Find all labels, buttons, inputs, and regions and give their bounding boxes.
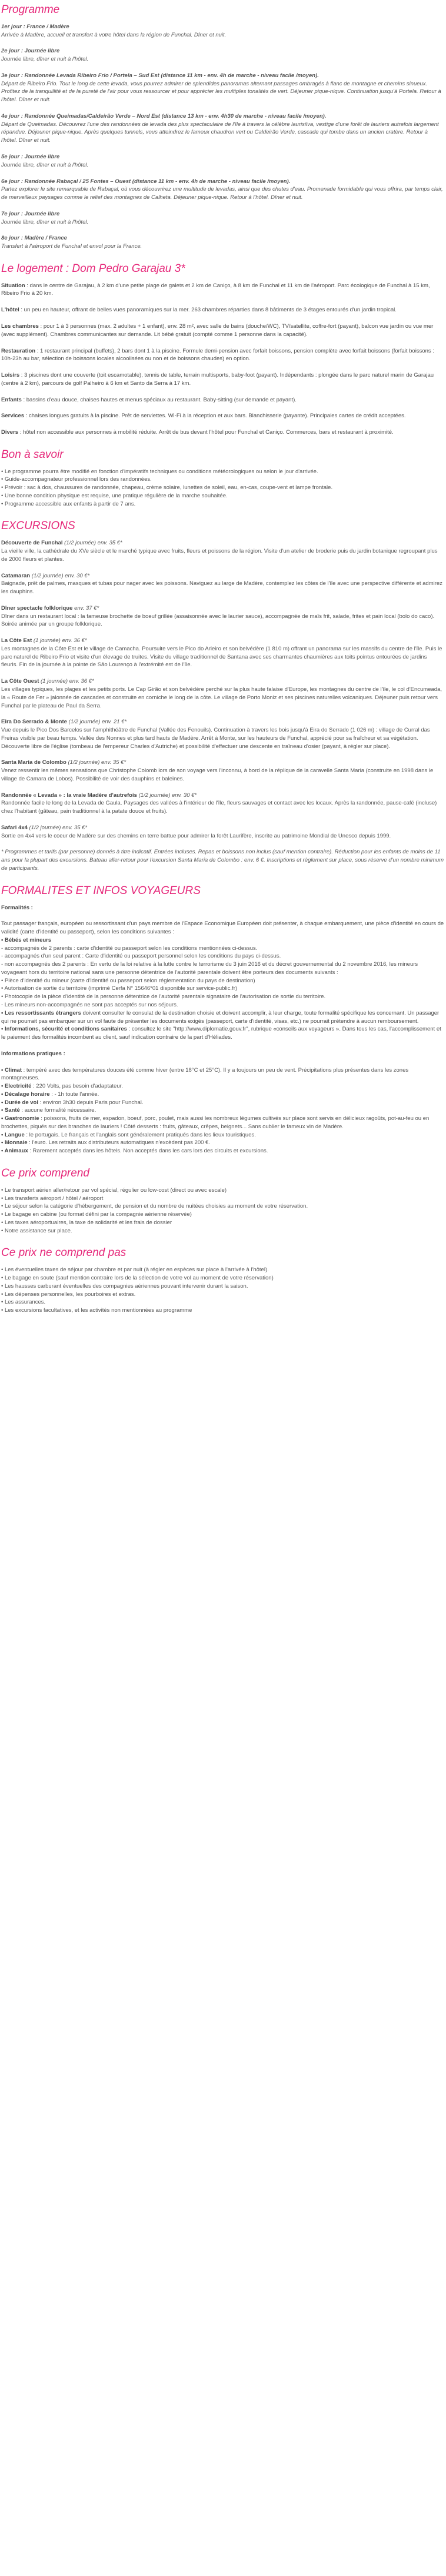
bebes-item: • Pièce d'identité du mineur (carte d'identité ou passeport selon réglementation du pays de destination) — [1, 977, 255, 984]
excursion-name: La Côte Est — [1, 637, 32, 644]
bon-savoir-item: • Prévoir : sac à dos, chaussures de randonnée, chapeau, crème solaire, lunettes de soleil, eau, en-cas, coupe-vent et lampe frontale. — [1, 484, 333, 491]
pratique-text: : l'euro. Les retraits aux distributeurs automatiques n'excèdent pas 200 €. — [27, 1139, 210, 1146]
excursion-text: Les montagnes de la Côte Est et le village de Camacha. Poursuite vers le Pico do Arieiro et son belvédère (1 810 m) offrant un panorama sur les massifs du centre de l'île. Puis le parc naturel de Ribeiro Frio et visite d'un élevage de truites. Visite du village traditionnel de Santana avec ses charmantes chaumières aux toits pointus entourées de jardins fleuris. Fin de la journée à la pointe de São Lourenço à l'extrémité est de l'île. — [1, 645, 442, 669]
excursion-meta: (1/2 journée) env. 35 €* — [66, 759, 127, 766]
day-text: Journée libre, dîner et nuit à l'hôtel. — [1, 218, 89, 225]
logement-text: : 3 piscines dont une couverte (toit escamotable), tennis de table, terrain multisports, baby-foot (payant). Indépendants : plongée dans le parc naturel marin de Garajau (centre à 2 km), parcours de golf Palheiro à 6 km et Santo da Serra à 17 km. — [1, 372, 434, 387]
excursion-head — [1, 637, 445, 645]
logement-paragraph — [1, 347, 445, 364]
bebes-label: • Bébés et mineurs — [1, 936, 52, 943]
logement-label: L'hôtel — [1, 307, 19, 314]
day-title: 1er jour : France / Madère — [1, 23, 69, 30]
excursion-meta: (1/2 journée) env. 30 €* — [30, 572, 90, 579]
sanitaires-block — [1, 1025, 445, 1042]
pratique-item — [1, 1099, 445, 1107]
logement-label: Loisirs — [1, 372, 20, 379]
prix-ne-comprend-item: • Les assurances. — [1, 1299, 46, 1306]
excursion-text: Dîner dans un restaurant local : la fameuse brochette de boeuf grillée (assaisonnée avec le laurier sauce), accompagnée de maïs frit, salade, frites et pain local (bolo do caco). Soirée animée par un groupe folklorique. — [1, 613, 435, 628]
sanitaires-label: • Informations, sécurité et conditions sanitaires — [1, 1026, 127, 1033]
page — [1, 4, 445, 1315]
bebes-item: - Les mineurs non-accompagnés ne sont pas acceptés sur nos séjours. — [1, 1002, 178, 1008]
bon-savoir-section — [1, 448, 445, 508]
excursion-head — [1, 759, 445, 767]
excursion-text: Sortie en 4x4 vers le coeur de Madère sur des chemins en terre battue pour admirer la forêt Laurifère, inscrite au patrimoine Mondial de Unesco depuis 1999. — [1, 832, 391, 839]
prix-comprend-item: • Notre assistance sur place. — [1, 1227, 72, 1234]
logement-title: Le logement : Dom Pedro Garajau 3* — [1, 262, 185, 275]
day-text: Transfert à l'aéroport de Funchal et envol pour la France. — [1, 243, 142, 250]
pratique-label: • Durée de vol — [1, 1099, 38, 1106]
bebes-item: - accompagnés de 2 parents : carte d'identité ou passeport selon les conditions mentionnées ci-dessus. — [1, 945, 258, 952]
excursion — [1, 637, 445, 669]
etrangers-label: • Les ressortissants étrangers — [1, 1009, 81, 1016]
day-title: 8e jour : Madère / France — [1, 235, 67, 242]
pratique-item — [1, 1131, 445, 1139]
excursion-meta: (1 journée) env. 36 €* — [39, 678, 94, 685]
logement-text: : dans le centre de Garajau, à 2 km d'une petite plage de galets et 2 km de Caniço, à 8 km de Funchal et 11 km de l'aéroport. Parc écologique de Funchal à 15 km, Ribeiro Frio à 20 km. — [1, 282, 430, 297]
bon-savoir-item: • Le programme pourra être modifié en fonction d'impératifs techniques ou conditions météorologiques ou selon le jour d'arrivée. — [1, 468, 318, 475]
day-text: Partez explorer le site remarquable de Rabaçal, où vous découvrirez une multitude de levadas, ainsi que des chutes d'eau. Promenade formidable qui vous offrira, par temps clair, de merveilleux paysages comme le relief des montagnes de Calheta. Déjeuner pique-nique. Retour à l'hôtel. Dîner et nuit. — [1, 186, 443, 201]
prix-ne-comprend-item: • Les dépenses personnelles, les pourboires et extras. — [1, 1291, 136, 1298]
pratique-label: • Décalage horaire — [1, 1091, 50, 1098]
logement-text: : hôtel non accessible aux personnes à mobilité réduite. Arrêt de bus devant l'hôtel pour Funchal et Caniço. Commerces, bars et restaurant à proximité. — [18, 429, 394, 436]
excursions-list — [1, 539, 445, 840]
pratique-text: : environ 3h30 depuis Paris pour Funchal. — [38, 1099, 144, 1106]
excursion-name: Découverte de Funchal — [1, 540, 63, 547]
day-title: 6e jour : Randonnée Rabaçal / 25 Fontes – Ouest (distance 11 km - env. 4h de marche - niveau facile /moyen). — [1, 178, 291, 185]
excursion — [1, 824, 445, 840]
prix-ne-comprend-item: • Le bagage en soute (sauf mention contraire lors de la sélection de votre vol au moment de votre réservation) — [1, 1274, 274, 1281]
etrangers-block — [1, 1009, 445, 1026]
pratique-label: • Monnaie — [1, 1139, 28, 1146]
excursion — [1, 604, 445, 629]
prix-ne-comprend-section — [1, 1247, 445, 1314]
excursion-meta: env. 37 €* — [72, 604, 99, 611]
excursions-title: EXCURSIONS — [1, 520, 75, 533]
day-text: Départ de Ribeiro Frio. Tout le long de cette levada, vous pourrez admirer de splendides panoramas alternant passages ombragés à flanc de montagne et chemins sinueux. Profitez de la tranquillité et de la pureté de l'air pour vous ressourcer et pour apprécier les multiples tonalités de vert. Déjeuner pique-nique. Continuation jusqu'à Portela. Retour à l'hôtel. Dîner et nuit. — [1, 80, 441, 104]
day-title: 3e jour : Randonnée Levada Ribeiro Frio / Portela – Sud Est (distance 11 km - env. 4h de marche - niveau facile /moyen). — [1, 72, 319, 79]
formalites-section — [1, 885, 445, 1155]
programme-day — [1, 72, 445, 104]
excursion-head — [1, 824, 445, 832]
programme-title: Programme — [1, 4, 60, 16]
excursion-name: Dîner spectacle folklorique — [1, 604, 73, 611]
pratique-label: • Santé — [1, 1107, 20, 1114]
logement-text: : pour 1 à 3 personnes (max. 2 adultes + 1 enfant), env. 28 m², avec salle de bains (douche/WC), TV/satellite, coffre-fort (payant), balcon vue jardin ou vue mer (avec supplément). Chambres communicantes sur demande. Lit bébé gratuit (compté comme 1 personne dans la capacité). — [1, 323, 434, 338]
pratique-text: : tempéré avec des températures douces été comme hiver (entre 18°C et 25°C). Il y a toujours un peu de vent. Précipitations plus présentes dans les zones montagneuses. — [1, 1066, 409, 1082]
excursion-name: La Côte Ouest — [1, 678, 39, 685]
prix-ne-comprend-title: Ce prix ne comprend pas — [1, 1247, 127, 1259]
logement-label: Divers — [1, 429, 19, 436]
excursion — [1, 718, 445, 750]
excursion-meta: (1/2 journée) env. 35 €* — [62, 540, 122, 547]
pratique-item — [1, 1106, 445, 1115]
logement-paragraph — [1, 396, 445, 404]
excursion-head — [1, 604, 445, 613]
excursion-text: Les villages typiques, les plages et les petits ports. Le Cap Girão et son belvédère perché sur la plus haute falaise d'Europe, les montagnes du centre de l'île, le col d'Encumeada, la « Route de Fer » jalonnée de cascades et construite en corniche le long de la côte. Le village de Porto Moniz et ses piscines naturelles volcaniques. Déjeuner puis retour vers Funchal par le plateau de Paul da Serra. — [1, 686, 442, 709]
prix-comprend-item: • Le séjour selon la catégorie d'hébergement, de pension et du nombre de nuitées choisies au moment de votre réservation. — [1, 1203, 308, 1210]
excursion-text: Baignade, prêt de palmes, masques et tubas pour nager avec les poissons. Naviguez au large de Madère, contemplez les côtes de l'île avec une perspective différente et admirez les dauphins. — [1, 580, 442, 596]
bon-savoir-item: • Guide-accompagnateur professionnel lors des randonnées. — [1, 476, 152, 483]
bon-savoir-list — [1, 468, 445, 508]
pratique-text: : poissons, fruits de mer, espadon, boeuf, porc, poulet, mais aussi les nombreux légumes cultivés sur place sont servis en délicieux ragoûts, pot-au-feu ou en brochettes, piqués sur des branches de lauriers ! Côté desserts : fruits, gâteaux, crêpes, beignets... Sans oublier le fameux vin de Madère. — [1, 1115, 430, 1130]
bon-savoir-item: • Une bonne condition physique est requise, une pratique régulière de la marche souhaitée. — [1, 492, 228, 499]
programme-day — [1, 178, 445, 202]
day-title: 2e jour : Journée libre — [1, 48, 60, 55]
sanitaires-text: : consultez le site "http://www.diplomatie.gouv.fr", rubrique «conseils aux voyageurs ». Dans tous les cas, l'accomplissement et le paiement des formalités incombent au client, sauf indication contraire de la part d'Héliades. — [1, 1026, 441, 1041]
excursion-head — [1, 539, 445, 547]
logement-label: Enfants — [1, 396, 22, 403]
logement-paragraph — [1, 323, 445, 339]
pratique-item — [1, 1147, 445, 1155]
excursion-meta: (1/2 journée) env. 21 €* — [66, 719, 127, 726]
logement-section — [1, 262, 445, 437]
prix-comprend-item: • Le bagage en cabine (ou format défini par la compagnie aérienne réservée) — [1, 1211, 192, 1218]
pratique-item — [1, 1091, 445, 1099]
programme-day — [1, 210, 445, 227]
prix-comprend-list — [1, 1186, 445, 1235]
bebes-item: • Photocopie de la pièce d'identité de la personne détentrice de l'autorité parentale signataire de l'autorisation de sortie du territoire. — [1, 993, 326, 1001]
pratique-item — [1, 1139, 445, 1147]
logement-label: Les chambres — [1, 323, 39, 330]
excursion-name: Randonnée « Levada » : la vraie Madère d'autrefois — [1, 792, 137, 799]
pratiques-list — [1, 1066, 445, 1155]
excursion-name: Catamaran — [1, 572, 31, 579]
logement-paragraph — [1, 282, 445, 298]
prix-ne-comprend-item: • Les éventuelles taxes de séjour par chambre et par nuit (à régler en espèces sur place à l'arrivée à l'hôtel). — [1, 1267, 269, 1274]
excursion — [1, 759, 445, 783]
logement-label: Services — [1, 413, 25, 420]
pratique-text: : Rarement acceptés dans les hôtels. Non acceptés dans les cars lors des circuits et excursions. — [28, 1148, 268, 1155]
bebes-item: - non accompagnés des 2 parents : En vertu de la loi relative à la lutte contre le terrorisme du 3 juin 2016 et du décret gouvernemental du 2 novembre 2016, les mineurs voyageant hors du territoire national sans une personne détentrice de l'autorité parentale doivent être porteurs des documents suivants : — [1, 961, 418, 976]
pratique-label: • Gastronomie — [1, 1115, 39, 1122]
excursion — [1, 792, 445, 816]
pratique-label: • Electricité — [1, 1083, 32, 1090]
logement-label: Situation — [1, 282, 25, 289]
day-text: Départ de Queimadas. Découvrez l'une des randonnées de levada des plus spectaculaire de l'île à travers la célèbre laurisilva, vestige d'une forêt de lauriers autrefois largement répandue. Déjeuner pique-nique. Après quelques tunnels, vous atteindrez le fameux chaudron vert ou Caldeirão Verde, cascade qui tombe dans un ancien cratère. Retour à l'hôtel. Dîner et nuit. — [1, 121, 439, 144]
day-title: 5e jour : Journée libre — [1, 153, 60, 160]
programme-day — [1, 234, 445, 251]
pratique-text: : aucune formalité nécessaire. — [19, 1107, 96, 1114]
day-text: Journée libre, dîner et nuit à l'hôtel. — [1, 161, 89, 168]
bebes-list — [1, 945, 445, 1009]
pratique-item — [1, 1082, 445, 1091]
pratique-item — [1, 1115, 445, 1131]
excursion-meta: (1/2 journée) env. 30 €* — [137, 792, 197, 799]
pratiques-label: Informations pratiques : — [1, 1050, 65, 1057]
excursion-head — [1, 572, 445, 580]
logement-text: : bassins d'eau douce, chaises hautes et menus spéciaux au restaurant. Baby-sitting (sur demande et payant). — [21, 396, 297, 403]
excursion — [1, 539, 445, 563]
bebes-item: • Autorisation de sortie du territoire (imprimé Cerfa N° 15646*01 disponible sur service-public.fr) — [1, 985, 238, 992]
logement-label: Restauration — [1, 347, 36, 354]
prix-ne-comprend-item: • Les excursions facultatives, et les activités non mentionnées au programme — [1, 1307, 192, 1314]
etrangers-text: doivent consulter le consulat de la destination choisie et doivent accomplir, à leur charge, toute formalité spécifique les concernant. Un passager qui ne pourrait pas embarquer sur un vol faute de présenter les documents exigés (passeport, carte d'identité, visas, etc.) ne pourrait prétendre à aucun remboursement. — [1, 1009, 440, 1025]
excursion-text: La vieille ville, la cathédrale du XVe siècle et le marché typique avec fruits, fleurs et poissons de la région. Visite d'un atelier de broderie puis du jardin botanique regroupant plus de 2000 fleurs et plantes. — [1, 548, 438, 563]
prix-comprend-item: • Le transport aérien aller/retour par vol spécial, régulier ou low-cost (direct ou avec escale) — [1, 1186, 227, 1194]
excursion-head — [1, 677, 445, 686]
prix-ne-comprend-list — [1, 1266, 445, 1315]
prix-ne-comprend-item: • Les hausses carburant éventuelles des compagnies aériennes pouvant intervenir durant la saison. — [1, 1282, 248, 1289]
programme-days — [1, 23, 445, 251]
pratique-item — [1, 1066, 445, 1083]
logement-paragraph — [1, 306, 445, 314]
excursion — [1, 572, 445, 596]
logement-paragraph — [1, 428, 445, 437]
day-title: 7e jour : Journée libre — [1, 210, 60, 217]
day-text: Arrivée à Madère, accueil et transfert à votre hôtel dans la région de Funchal. Dîner et nuit. — [1, 31, 227, 38]
bebes-item: - accompagnés d'un seul parent : Carte d'identité ou passeport personnel selon les conditions du pays ci-dessus. — [1, 953, 281, 960]
pratique-text: : 220 Volts, pas besoin d'adaptateur. — [31, 1083, 123, 1090]
bon-savoir-item: • Programme accessible aux enfants à partir de 7 ans. — [1, 500, 136, 507]
programme-day — [1, 23, 445, 39]
excursion-head — [1, 792, 445, 800]
logement-text: : un peu en hauteur, offrant de belles vues panoramiques sur la mer. 263 chambres réparties dans 8 bâtiments de 3 étages entourés d'un jardin tropical. — [19, 307, 397, 314]
day-text: Journée libre, dîner et nuit à l'hôtel. — [1, 56, 89, 63]
bon-savoir-title: Bon à savoir — [1, 448, 64, 461]
pratique-text: : le portugais. Le français et l'anglais sont généralement pratiqués dans les lieux touristiques. — [24, 1131, 256, 1138]
excursion-name: Safari 4x4 — [1, 824, 28, 831]
excursion-head — [1, 718, 445, 726]
programme-day — [1, 153, 445, 169]
excursion-text: Venez ressentir les mêmes sensations que Christophe Colomb lors de son voyage vers l'inconnu, à bord de la réplique de la caravelle Santa Maria (construite en 1998 dans le village de Camara de Lobos). Possibilité de voir des dauphins et baleines. — [1, 767, 434, 782]
prix-comprend-title: Ce prix comprend — [1, 1167, 89, 1180]
logement-text: : 1 restaurant principal (buffets), 2 bars dont 1 à la piscine. Formule demi-pension avec forfait boissons, pension complète avec forfait boissons (forfait boissons : 10h-23h au bar, sélection de boissons locales alcoolisées ou non et de boissons chaudes) en option. — [1, 347, 434, 363]
excursions-note: * Programmes et tarifs (par personne) donnés à titre indicatif. Entrées incluses. Repas et boissons non inclus (sauf mention contraire). Réduction pour les enfants de moins de 11 ans pour la plupart des excursions. Bateau aller-retour pour l'excursion Santa Maria de Colombo : env. 6 €. Inscriptions et règlement sur place, sous réserve d'un nombre minimum de participants. — [1, 849, 444, 872]
prix-comprend-item: • Les transferts aéroport / hôtel / aéroport — [1, 1195, 104, 1202]
prix-comprend-section — [1, 1167, 445, 1235]
excursion-meta: (1 journée) env. 36 €* — [32, 637, 87, 644]
excursions-section — [1, 520, 445, 872]
programme-section — [1, 4, 445, 251]
logement-paragraph — [1, 412, 445, 420]
excursion-text: Randonnée facile le long de la Levada de Gaula. Paysages des vallées à l'intérieur de l'île, fleurs sauvages et contact avec les locaux. Après la randonnée, pause-café (incluse) chez l'habitant (gâteau, pain traditionnel à la patate douce et fruits). — [1, 800, 437, 815]
programme-day — [1, 47, 445, 64]
pratique-label: • Animaux — [1, 1148, 28, 1155]
prix-comprend-item: • Les taxes aéroportuaires, la taxe de solidarité et les frais de dossier — [1, 1219, 172, 1226]
pratique-text: : - 1h toute l'année. — [49, 1091, 99, 1098]
logement-paragraph — [1, 371, 445, 388]
excursion-name: Eira Do Serrado & Monte — [1, 719, 67, 726]
formalites-title: FORMALITES ET INFOS VOYAGEURS — [1, 884, 201, 897]
excursion — [1, 677, 445, 710]
logement-text: : chaises longues gratuits à la piscine. Prêt de serviettes. Wi-Fi à la réception et aux bars. Blanchisserie (payante). Principales cartes de crédit acceptées. — [24, 413, 406, 420]
pratique-label: • Climat — [1, 1066, 22, 1073]
excursion-text: Vue depuis le Pico Dos Barcelos sur l'amphithéâtre de Funchal (Vallée des Fenouils). Continuation à travers les bois jusqu'à Eira do Serrado (1 026 m) : village de Curral das Freiras visible par beau temps. Vallée des Nonnes et plus tard hauts de Madère. Arrêt à Monte, sur les hauteurs de Funchal, apprécié pour sa fraîcheur et sa végétation. Découverte libre de l'église (tombeau de l'empereur Charles d'Autriche) et possibilité d'effectuer une descente en traîneau d'osier (payant, à régler sur place). — [1, 727, 430, 750]
day-title: 4e jour : Randonnée Queimadas/Caldeirão Verde – Nord Est (distance 13 km - env. 4h30 de marche - niveau facile /moyen). — [1, 112, 327, 119]
logement-paragraphs — [1, 282, 445, 437]
pratique-label: • Langue — [1, 1131, 25, 1138]
excursion-name: Santa Maria de Colombo — [1, 759, 66, 766]
formalites-intro: Tout passager français, européen ou ressortissant d'un pays membre de l'Espace Economique Européen doit présenter, à chaque embarquement, une pièce d'identité en cours de validité (carte d'identité ou passeport), selon les conditions suivantes : — [1, 920, 444, 936]
formalites-label: Formalités : — [1, 904, 33, 911]
programme-day — [1, 112, 445, 145]
excursion-meta: (1/2 journée) env. 35 €* — [27, 824, 88, 831]
